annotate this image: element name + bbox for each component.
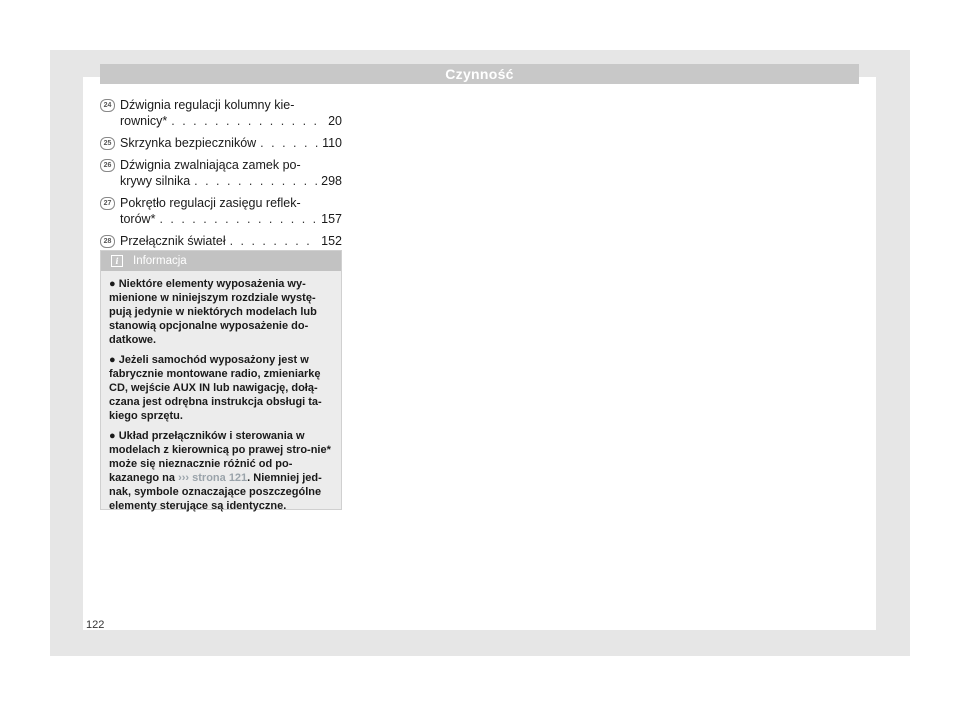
callout-item-24 xyxy=(100,97,342,129)
page-reference[interactable]: 157 xyxy=(321,212,342,226)
callout-text-line: Pokrętło regulacji zasięgu reflek- xyxy=(120,196,301,210)
info-body xyxy=(101,271,341,513)
leader-dots xyxy=(260,135,318,151)
callout-number-badge: 27 xyxy=(100,197,115,210)
callout-item-26 xyxy=(100,157,342,189)
callout-text-line: krywy silnika xyxy=(120,174,191,188)
callout-number-badge: 24 xyxy=(100,99,115,112)
info-title: Informacja xyxy=(133,255,187,267)
info-paragraph: ● Jeżeli samochód wyposażony jest w fabrycznie montowane radio, zmieniarkę CD, wejście AUX IN lub nawigację, dołą-czana jest odrębna instrukcja obsługi ta-kiego sprzętu. xyxy=(109,354,322,422)
leader-dots xyxy=(171,113,324,129)
page-reference[interactable]: 110 xyxy=(322,136,342,150)
info-paragraph: ● Niektóre elementy wyposażenia wy-mienione w niniejszym rozdziale wystę-pują jedynie w niektórych modelach lub stanowią opcjonalne wyposażenie do-datkowe. xyxy=(109,278,317,346)
leader-dots xyxy=(194,173,317,189)
callout-text-line: Przełącznik świateł xyxy=(120,234,226,248)
callout-list xyxy=(100,97,342,255)
section-header: Czynność xyxy=(100,64,859,84)
callout-item-27 xyxy=(100,195,342,227)
callout-text-line: Skrzynka bezpieczników xyxy=(120,136,257,150)
leader-dots xyxy=(230,233,318,249)
info-text: . Niemniej jed-nak, symbole oznaczające poszczególne elementy sterujące są identyczne. xyxy=(109,472,322,512)
page-reference[interactable]: 298 xyxy=(321,174,342,188)
info-box xyxy=(100,250,342,510)
callout-text-line: rownicy* xyxy=(120,114,168,128)
callout-text-line: Dźwignia regulacji kolumny kie- xyxy=(120,98,295,112)
page-reference[interactable]: 152 xyxy=(321,234,342,248)
page-number: 122 xyxy=(86,619,105,631)
info-paragraph xyxy=(109,429,333,513)
callout-number-badge: 28 xyxy=(100,235,115,248)
info-icon: i xyxy=(111,255,123,267)
page-link[interactable]: ››› strona 121 xyxy=(178,472,248,484)
page-reference[interactable]: 20 xyxy=(328,114,342,128)
info-header xyxy=(101,251,341,271)
callout-number-badge: 26 xyxy=(100,159,115,172)
leader-dots xyxy=(159,211,317,227)
callout-text-line: Dźwignia zwalniająca zamek po- xyxy=(120,158,301,172)
callout-number-badge: 25 xyxy=(100,137,115,150)
callout-item-28 xyxy=(100,233,342,249)
info-text: ● Układ przełączników i sterowania w modelach z kierownicą po prawej stro-nie* może się nieznacznie różnić od po-kazanego na xyxy=(109,430,331,484)
callout-text-line: torów* xyxy=(120,212,156,226)
callout-item-25 xyxy=(100,135,342,151)
